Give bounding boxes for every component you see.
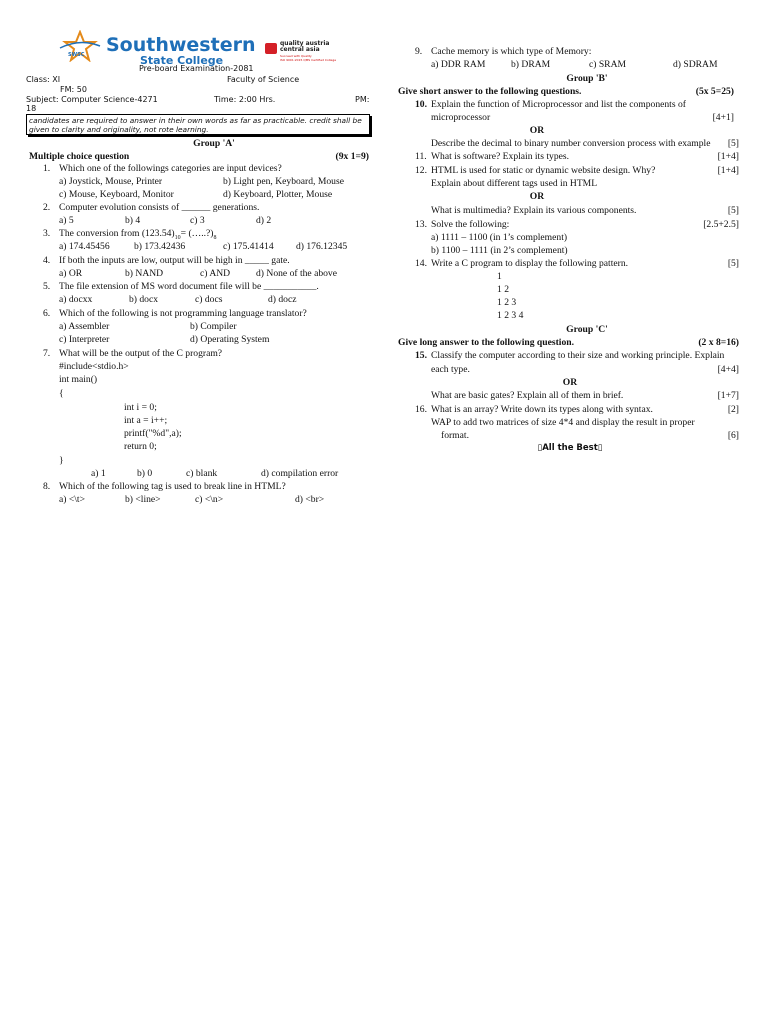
question-text: each type. bbox=[431, 364, 470, 375]
option: d) 176.12345 bbox=[296, 241, 348, 252]
subject-label: Subject: Computer Science-4271 bbox=[26, 95, 158, 104]
question-text: microprocessor bbox=[431, 112, 491, 123]
instruction-box: candidates are required to answer in their own words as far as practicable. credit shall be given to clarity and originality, not rote learning. bbox=[26, 114, 370, 135]
question-text: Explain the function of Microprocessor and list the components of bbox=[431, 99, 686, 110]
pattern-line: 1 2 3 bbox=[497, 297, 517, 308]
question-text: What is software? Explain its types. bbox=[431, 151, 570, 162]
option: b) Light pen, Keyboard, Mouse bbox=[223, 176, 344, 187]
question-text: What is multimedia? Explain its various components. bbox=[431, 205, 637, 216]
option: c) blank bbox=[186, 468, 218, 479]
quality-austria-badge: quality austria central asia Succeed with Quality ISO 9001:2015 QMS Certified College bbox=[265, 41, 345, 63]
question-text: What is an array? Write down its types along with syntax. bbox=[431, 404, 653, 415]
question-text: The conversion from $(123.54)_{10}=$ $(\dots..?)_8$ bbox=[59, 228, 217, 241]
option: c) SRAM bbox=[589, 59, 627, 70]
question-number: 13. bbox=[415, 219, 427, 230]
code-line: printf("%d",a); bbox=[124, 428, 182, 439]
question-number: 7. bbox=[43, 348, 51, 359]
group-b-marks: (5x 5=25) bbox=[695, 86, 734, 97]
option: c) Mouse, Keyboard, Monitor bbox=[59, 189, 174, 200]
group-c-heading: Give long answer to the following question. bbox=[398, 337, 574, 348]
question-marks: [1+7] bbox=[717, 390, 739, 401]
option: c) Interpreter bbox=[59, 334, 110, 345]
option: b) docx bbox=[129, 294, 159, 305]
full-marks: FM: 50 bbox=[60, 85, 87, 94]
option: b) 4 bbox=[125, 215, 141, 226]
option: a) 1 bbox=[91, 468, 106, 479]
option: a) OR bbox=[59, 268, 83, 279]
pattern-line: 1 bbox=[497, 271, 502, 282]
sub-question: b) 1100 – 1111 (in 2’s complement) bbox=[431, 245, 568, 256]
sub-question: a) 1111 – 1100 (in 1’s complement) bbox=[431, 232, 568, 243]
question-marks: [4+1] bbox=[712, 112, 734, 123]
pass-marks-value: 18 bbox=[26, 104, 37, 113]
option: a) DDR RAM bbox=[431, 59, 486, 70]
question-marks: [5] bbox=[727, 138, 739, 149]
question-text: What are basic gates? Explain all of them in brief. bbox=[431, 390, 624, 401]
question-number: 5. bbox=[43, 281, 51, 292]
question-marks: [2] bbox=[727, 404, 739, 415]
option: d) 2 bbox=[256, 215, 272, 226]
option: b) <line> bbox=[125, 494, 161, 505]
question-text: Explain about different tags used in HTML bbox=[431, 178, 598, 189]
group-b-title: Group 'B' bbox=[566, 73, 608, 84]
question-number: 2. bbox=[43, 202, 51, 213]
question-text: Which one of the followings categories are input devices? bbox=[59, 163, 282, 174]
option: b) Compiler bbox=[190, 321, 237, 332]
question-text: HTML is used for static or dynamic website design. Why? bbox=[431, 165, 656, 176]
option: c) <\n> bbox=[195, 494, 224, 505]
question-text: If both the inputs are low, output will be high in _____ gate. bbox=[59, 255, 290, 266]
option: c) docs bbox=[195, 294, 223, 305]
option: b) 0 bbox=[137, 468, 153, 479]
option: c) 175.41414 bbox=[223, 241, 274, 252]
quality-austria-icon bbox=[265, 43, 277, 54]
code-line: #include<stdio.h> bbox=[59, 361, 129, 372]
question-marks: [6] bbox=[727, 430, 739, 441]
question-marks: [1+4] bbox=[717, 151, 739, 162]
question-number: 3. bbox=[43, 228, 51, 239]
college-subname: State College bbox=[140, 54, 224, 67]
question-number: 8. bbox=[43, 481, 51, 492]
question-number: 6. bbox=[43, 308, 51, 319]
question-text: The file extension of MS word document file will be ___________. bbox=[59, 281, 319, 292]
code-line: return 0; bbox=[124, 441, 157, 452]
option: d) <br> bbox=[295, 494, 325, 505]
time-label: Time: 2:00 Hrs. bbox=[214, 95, 276, 104]
question-marks: [4+4] bbox=[717, 364, 739, 375]
exam-title: Pre-board Examination-2081 bbox=[139, 64, 254, 73]
code-line: { bbox=[59, 388, 64, 399]
question-text: WAP to add two matrices of size 4*4 and display the result in proper bbox=[431, 417, 695, 428]
question-marks: [5] bbox=[727, 205, 739, 216]
closing-message: ▯All the Best▯ bbox=[537, 443, 603, 453]
option: a) Joystick, Mouse, Printer bbox=[59, 176, 163, 187]
question-text: Computer evolution consists of ______ generations. bbox=[59, 202, 260, 213]
option: b) 173.42436 bbox=[134, 241, 186, 252]
code-line: int a = i++; bbox=[124, 415, 168, 426]
code-line: int main() bbox=[59, 374, 98, 385]
or-label: OR bbox=[529, 125, 545, 136]
question-number: 9. bbox=[415, 46, 423, 57]
code-line: } bbox=[59, 455, 64, 466]
question-text: Which of the following is not programming language translator? bbox=[59, 308, 307, 319]
pattern-line: 1 2 bbox=[497, 284, 509, 295]
question-number: 12. bbox=[415, 165, 427, 176]
group-c-title: Group 'C' bbox=[566, 324, 608, 335]
option: a) <\t> bbox=[59, 494, 86, 505]
option: d) compilation error bbox=[261, 468, 339, 479]
option: d) Operating System bbox=[190, 334, 270, 345]
group-b-heading: Give short answer to the following questions. bbox=[398, 86, 582, 97]
question-text: format. bbox=[441, 430, 469, 441]
question-marks: [5] bbox=[727, 258, 739, 269]
pattern-line: 1 2 3 4 bbox=[497, 310, 524, 321]
group-a-title: Group 'A' bbox=[193, 138, 235, 149]
logo-text: SWSC bbox=[68, 52, 85, 58]
option: a) Assembler bbox=[59, 321, 110, 332]
option: a) 174.45456 bbox=[59, 241, 110, 252]
option: d) docz bbox=[268, 294, 297, 305]
question-number: 1. bbox=[43, 163, 51, 174]
question-text: Describe the decimal to binary number conversion process with example bbox=[431, 138, 711, 149]
option: a) 5 bbox=[59, 215, 74, 226]
or-label: OR bbox=[529, 191, 545, 202]
group-a-marks: (9x 1=9) bbox=[335, 151, 369, 162]
question-number: 15. bbox=[415, 350, 427, 361]
question-text: Write a C program to display the following pattern. bbox=[431, 258, 629, 269]
option: b) NAND bbox=[125, 268, 164, 279]
question-number: 14. bbox=[415, 258, 427, 269]
option: b) DRAM bbox=[511, 59, 551, 70]
option: a) docxx bbox=[59, 294, 93, 305]
question-marks: [2.5+2.5] bbox=[703, 219, 739, 230]
group-c-marks: (2 x 8=16) bbox=[698, 337, 739, 348]
question-text: What will be the output of the C program? bbox=[59, 348, 223, 359]
code-line: int i = 0; bbox=[124, 402, 157, 413]
option: d) Keyboard, Plotter, Mouse bbox=[223, 189, 333, 200]
class-label: Class: XI bbox=[26, 75, 61, 84]
question-number: 10. bbox=[415, 99, 427, 110]
option: d) SDRAM bbox=[673, 59, 718, 70]
question-number: 16. bbox=[415, 404, 427, 415]
pass-marks-label: PM: bbox=[355, 95, 370, 104]
question-text: Solve the following: bbox=[431, 219, 510, 230]
question-number: 11. bbox=[415, 151, 427, 162]
question-marks: [1+4] bbox=[717, 165, 739, 176]
option: c) 3 bbox=[190, 215, 205, 226]
or-label: OR bbox=[562, 377, 578, 388]
option: c) AND bbox=[200, 268, 231, 279]
question-text: Cache memory is which type of Memory: bbox=[431, 46, 592, 57]
group-a-heading: Multiple choice question bbox=[29, 151, 130, 162]
question-text: Which of the following tag is used to break line in HTML? bbox=[59, 481, 286, 492]
question-text: Classify the computer according to their size and working principle. Explain bbox=[431, 350, 725, 361]
question-number: 4. bbox=[43, 255, 51, 266]
faculty-label: Faculty of Science bbox=[227, 75, 300, 84]
option: d) None of the above bbox=[256, 268, 337, 279]
college-name: Southwestern bbox=[106, 34, 256, 56]
